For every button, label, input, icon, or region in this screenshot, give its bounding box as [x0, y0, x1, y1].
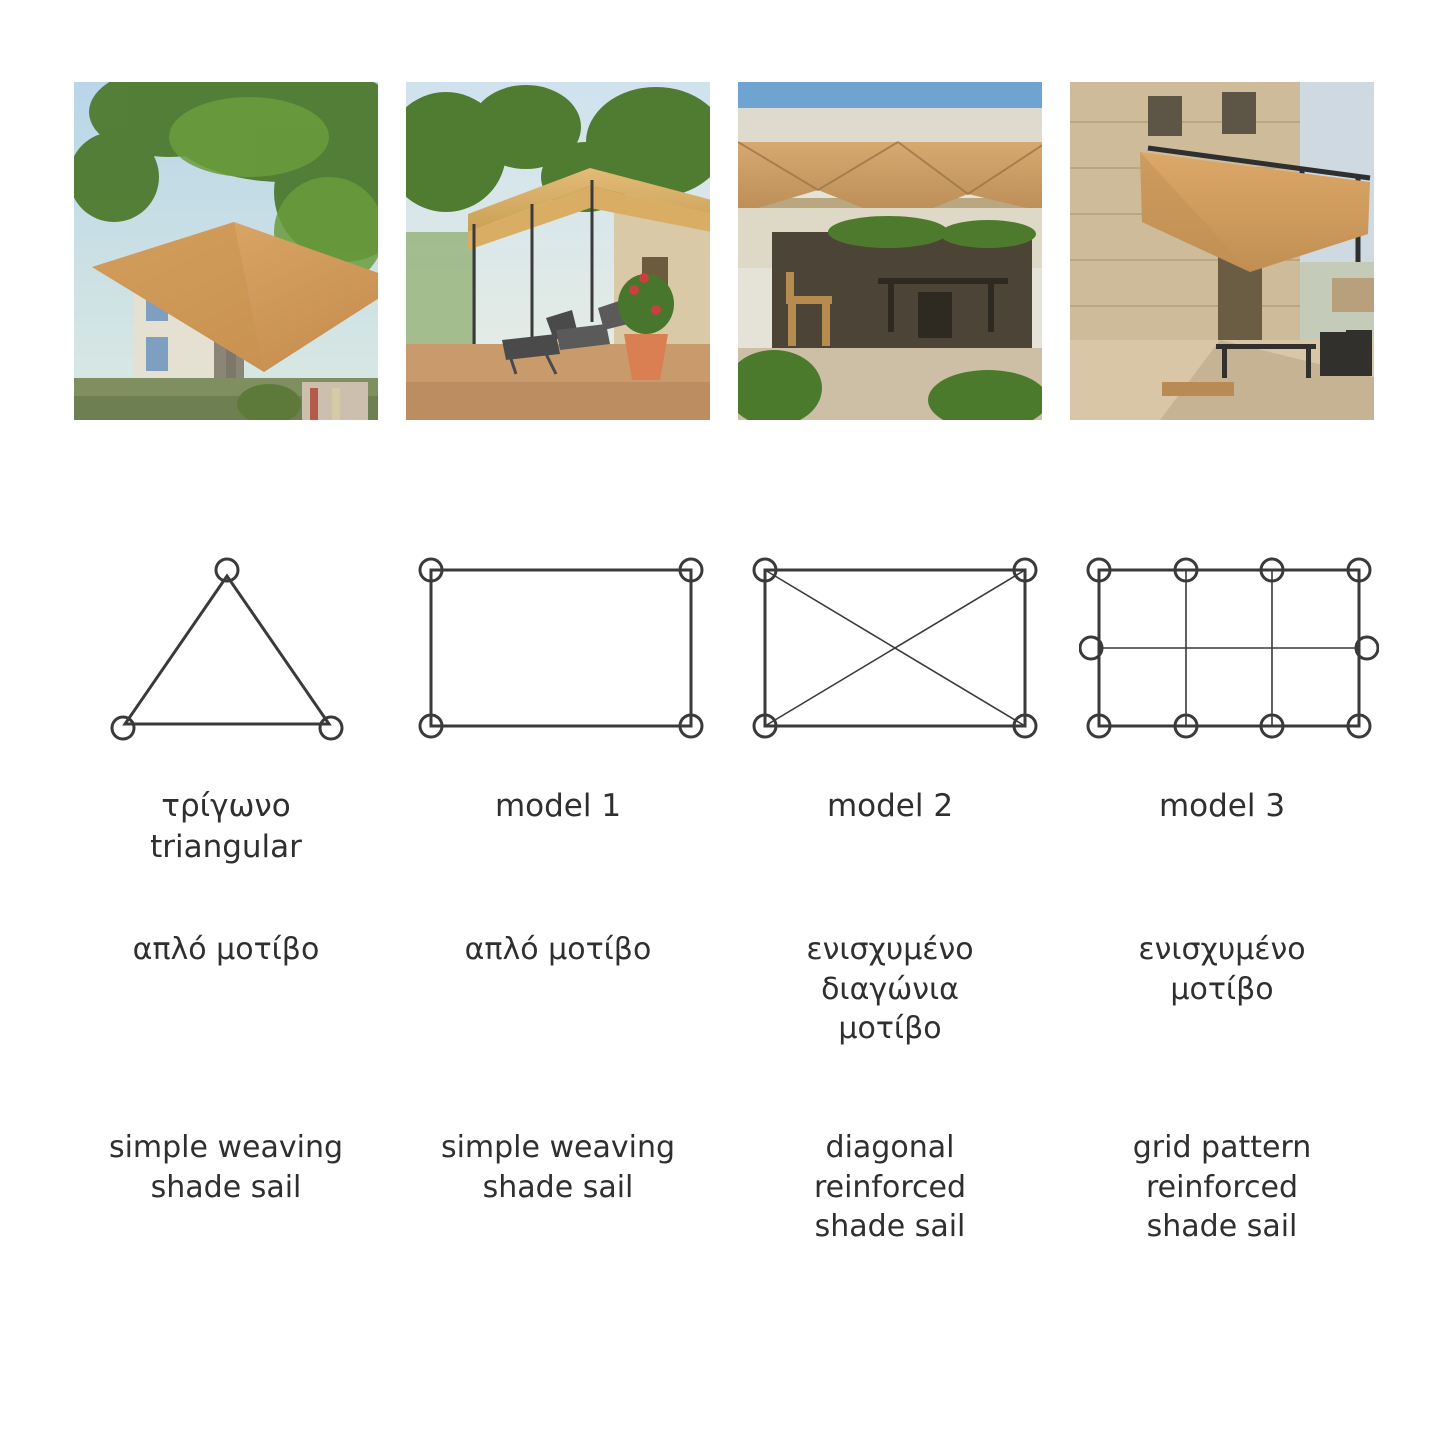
- model-label-row: [74, 786, 1374, 868]
- photo-triangular-shade-sail-between-trees: [74, 82, 378, 420]
- diagram-row: [74, 548, 1374, 763]
- photo-row: [74, 82, 1374, 420]
- model-label-model-2: [738, 786, 1042, 868]
- pattern-greek-triangular: [74, 930, 378, 1049]
- pattern-english-triangular: [74, 1128, 378, 1247]
- model-label-line: model 2: [826, 788, 954, 824]
- pattern-english-line: shade sail: [482, 1169, 634, 1205]
- pattern-english-line: reinforced: [813, 1169, 967, 1205]
- pattern-greek-model-2: [738, 930, 1042, 1049]
- pattern-english-model-3: [1070, 1128, 1374, 1247]
- pattern-greek-model-1: [406, 930, 710, 1049]
- model-label-line: triangular: [150, 828, 302, 865]
- pattern-english-line: diagonal: [825, 1130, 955, 1165]
- pattern-greek-line: ενισχυμένο: [1138, 932, 1306, 967]
- pattern-greek-line: απλό μοτίβο: [132, 932, 320, 967]
- model-label-line: model 1: [494, 788, 622, 824]
- pattern-english-line: shade sail: [1146, 1209, 1298, 1245]
- diagram-cell-model-2: [742, 548, 1048, 763]
- pattern-english-line: simple weaving: [440, 1130, 676, 1165]
- pattern-english-model-1: [406, 1128, 710, 1247]
- pattern-greek-line: απλό μοτίβο: [464, 932, 652, 967]
- diagram-cell-model-1: [408, 548, 714, 763]
- model-label-line: model 3: [1158, 788, 1286, 824]
- pattern-english-line: shade sail: [814, 1209, 966, 1245]
- pattern-greek-line: μοτίβο: [838, 1011, 942, 1047]
- shape-rectangle-plain: [408, 548, 714, 763]
- pattern-greek-label-row: [74, 930, 1374, 1049]
- pattern-greek-line: διαγώνια: [821, 971, 959, 1007]
- model-label-line: τρίγωνο: [161, 788, 291, 824]
- model-label-triangular: [74, 786, 378, 868]
- pattern-greek-line: μοτίβο: [1170, 971, 1274, 1007]
- pattern-english-line: reinforced: [1145, 1169, 1299, 1205]
- pattern-english-label-row: [74, 1128, 1374, 1247]
- pattern-greek-model-3: [1070, 930, 1374, 1049]
- photo-shade-sail-on-stone-house-facade: [1070, 82, 1374, 420]
- pattern-english-line: shade sail: [150, 1169, 302, 1205]
- shape-rectangle-diagonal: [742, 548, 1048, 763]
- pattern-english-line: simple weaving: [108, 1130, 344, 1165]
- photo-shade-sail-over-dining-terrace: [738, 82, 1042, 420]
- shape-triangle: [74, 548, 380, 763]
- pattern-english-line: grid pattern: [1132, 1130, 1312, 1165]
- model-label-model-1: [406, 786, 710, 868]
- shape-rectangle-grid: [1076, 548, 1382, 763]
- photo-rectangular-shade-sail-over-sun-loungers: [406, 82, 710, 420]
- model-label-model-3: [1070, 786, 1374, 868]
- pattern-greek-line: ενισχυμένο: [806, 932, 974, 967]
- diagram-cell-triangular: [74, 548, 380, 763]
- diagram-cell-model-3: [1076, 548, 1382, 763]
- pattern-english-model-2: [738, 1128, 1042, 1247]
